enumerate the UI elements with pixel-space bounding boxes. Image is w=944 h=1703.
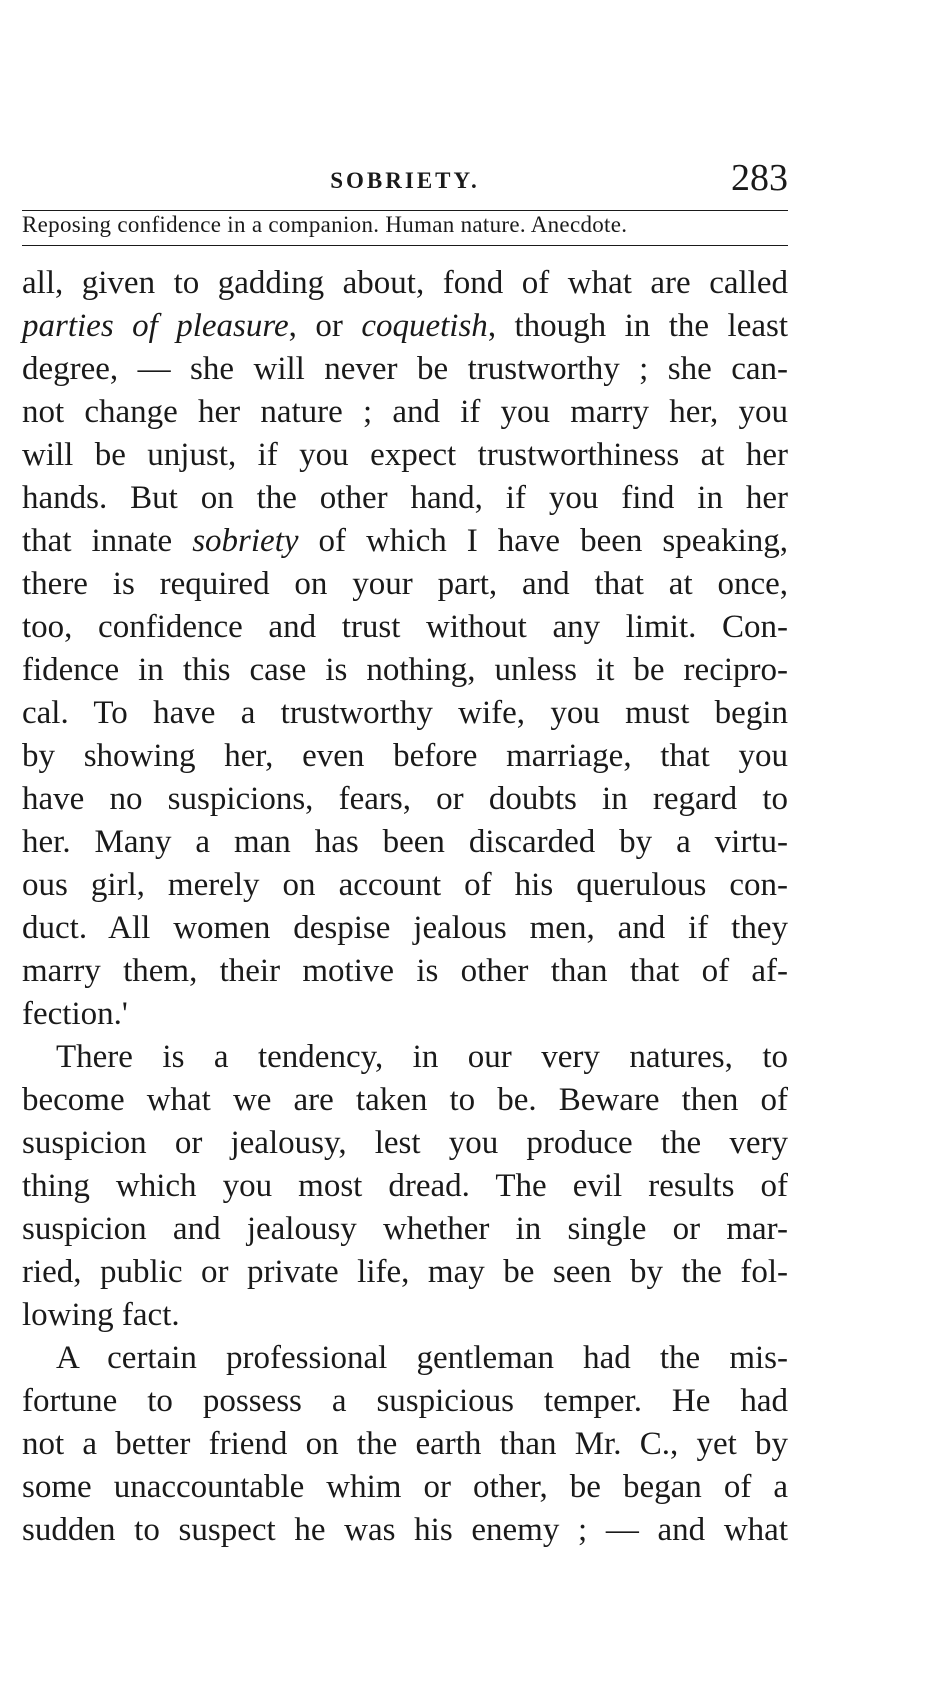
text-line: fection.' [22, 996, 128, 1032]
italic-phrase: coquetish [361, 308, 488, 344]
text-line: There is a tendency, in our very natures, to [56, 1039, 788, 1075]
text-line: her. Many a man has been discarded by a virtu- [22, 824, 788, 860]
text-span: that innate [22, 523, 193, 559]
text-span: of which I have been speaking, [298, 523, 788, 559]
text-line: suspicion or jealousy, lest you produce the very [22, 1125, 788, 1161]
text-line: there is required on your part, and that at once, [22, 566, 788, 602]
text-line [22, 520, 788, 563]
text-line: ous girl, merely on account of his querulous con- [22, 867, 788, 903]
text-line: fortune to possess a suspicious temper. He had [22, 1383, 788, 1419]
text-span: , or [288, 308, 362, 344]
text-line: some unaccountable whim or other, be began of a [22, 1469, 788, 1505]
running-head [22, 150, 788, 200]
text-line: ried, public or private life, may be seen by the fol- [22, 1254, 788, 1290]
text-line: A certain professional gentleman had the mis- [56, 1340, 788, 1376]
paragraph-2 [22, 1036, 788, 1337]
text-line: have no suspicions, fears, or doubts in regard to [22, 781, 788, 817]
text-line: hands. But on the other hand, if you find in her [22, 480, 788, 516]
paragraph-1 [22, 262, 788, 1036]
text-line: will be unjust, if you expect trustworthiness at her [22, 437, 788, 473]
italic-phrase: sobriety [192, 523, 299, 559]
text-line: by showing her, even before marriage, that you [22, 738, 788, 774]
header-rule-bottom [22, 245, 788, 246]
text-line: too, confidence and trust without any limit. Con- [22, 609, 788, 645]
text-line: marry them, their motive is other than that of af- [22, 953, 788, 989]
running-title: SOBRIETY. [330, 168, 480, 193]
text-line [22, 305, 788, 348]
header-rule-top [22, 210, 788, 211]
text-line: sudden to suspect he was his enemy ; — and what [22, 1512, 788, 1548]
text-line: duct. All women despise jealous men, and if they [22, 910, 788, 946]
text-line: cal. To have a trustworthy wife, you must begin [22, 695, 788, 731]
text-line: degree, — she will never be trustworthy ; she can- [22, 351, 788, 387]
text-line: all, given to gadding about, fond of what are called [22, 265, 788, 301]
text-line: not change her nature ; and if you marry her, you [22, 394, 788, 430]
page-number: 283 [731, 157, 788, 199]
text-line: not a better friend on the earth than Mr. C., yet by [22, 1426, 788, 1462]
body-text [22, 262, 788, 1552]
text-line: suspicion and jealousy whether in single or mar- [22, 1211, 788, 1247]
text-span: , though in the least [487, 308, 788, 344]
text-line: thing which you most dread. The evil results of [22, 1168, 788, 1204]
section-subtitle: Reposing confidence in a companion. Human nature. Anecdote. [22, 212, 628, 237]
text-line: lowing fact. [22, 1297, 180, 1333]
italic-phrase: parties of pleasure [22, 308, 289, 344]
text-line: fidence in this case is nothing, unless it be recipro- [22, 652, 788, 688]
paragraph-3 [22, 1337, 788, 1552]
text-line: become what we are taken to be. Beware then of [22, 1082, 788, 1118]
